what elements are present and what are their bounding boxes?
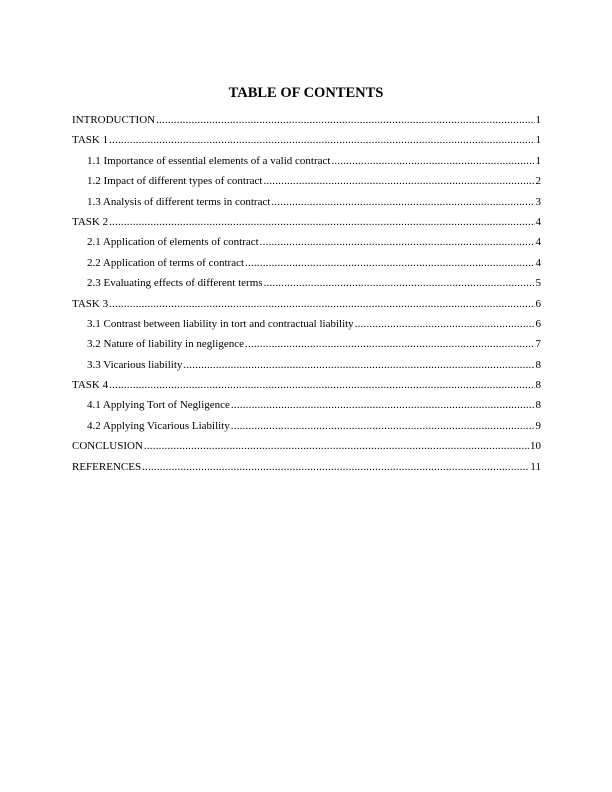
toc-entry-page-number: 8 bbox=[535, 379, 541, 392]
toc-entry[interactable] bbox=[72, 418, 541, 438]
toc-title: TABLE OF CONTENTS bbox=[228, 85, 384, 101]
toc-dot-leader bbox=[183, 357, 534, 373]
toc-entry-page-number: 8 bbox=[535, 399, 541, 412]
toc-entry[interactable] bbox=[72, 357, 541, 377]
toc-dot-leader bbox=[260, 234, 535, 250]
toc-entry-label: TASK 4 bbox=[72, 379, 109, 392]
toc-entry[interactable] bbox=[72, 255, 541, 275]
toc-entry-page-number: 4 bbox=[535, 236, 541, 249]
toc-dot-leader bbox=[231, 418, 535, 434]
toc-dot-leader bbox=[331, 153, 534, 169]
toc-entry-page-number: 10 bbox=[530, 440, 541, 453]
toc-entry-label: 2.3 Evaluating effects of different terms bbox=[87, 277, 263, 290]
toc-entry[interactable] bbox=[72, 459, 541, 479]
toc-dot-leader bbox=[271, 194, 534, 210]
toc-entry[interactable] bbox=[72, 296, 541, 316]
toc-dot-leader bbox=[245, 336, 534, 352]
toc-entry[interactable] bbox=[72, 336, 541, 356]
toc-entry-label: 1.2 Impact of different types of contract bbox=[87, 175, 263, 188]
toc-entry[interactable] bbox=[72, 173, 541, 193]
toc-entry[interactable] bbox=[72, 275, 541, 295]
toc-entry-label: TASK 3 bbox=[72, 297, 109, 310]
toc-dot-leader bbox=[264, 275, 535, 291]
toc-entry-page-number: 1 bbox=[535, 134, 541, 147]
toc-entry-page-number: 4 bbox=[535, 256, 541, 269]
toc-entry-page-number: 6 bbox=[535, 297, 541, 310]
toc-entry-label: 3.3 Vicarious liability bbox=[87, 358, 183, 371]
toc-entry[interactable] bbox=[72, 153, 541, 173]
toc-entry[interactable] bbox=[72, 234, 541, 254]
toc-entry-page-number: 1 bbox=[535, 154, 541, 167]
toc-dot-leader bbox=[142, 459, 529, 475]
toc-entry-label: 3.1 Contrast between liability in tort and contractual liability bbox=[87, 317, 354, 330]
toc-entry-page-number: 3 bbox=[535, 195, 541, 208]
toc-list bbox=[72, 112, 541, 479]
toc-entry[interactable] bbox=[72, 397, 541, 417]
toc-entry-page-number: 1 bbox=[535, 114, 541, 126]
toc-entry-label: 1.1 Importance of essential elements of a valid contract bbox=[87, 154, 331, 167]
toc-entry-label: 2.2 Application of terms of contract bbox=[87, 256, 245, 269]
toc-entry-label: 4.2 Applying Vicarious Liability bbox=[87, 419, 230, 432]
toc-entry-label: 2.1 Application of elements of contract bbox=[87, 236, 259, 249]
toc-dot-leader bbox=[245, 255, 534, 271]
toc-entry-label: TASK 2 bbox=[72, 215, 109, 228]
toc-entry-label: 4.1 Applying Tort of Negligence bbox=[87, 399, 230, 412]
toc-entry[interactable] bbox=[72, 132, 541, 152]
toc-entry[interactable] bbox=[72, 214, 541, 234]
toc-entry-page-number: 7 bbox=[535, 338, 541, 351]
toc-entry-label: CONCLUSION bbox=[72, 440, 143, 453]
toc-entry-page-number: 2 bbox=[535, 175, 541, 188]
toc-dot-leader bbox=[355, 316, 535, 332]
toc-dot-leader bbox=[109, 296, 534, 312]
toc-dot-leader bbox=[263, 173, 534, 189]
toc-entry-page-number: 8 bbox=[535, 358, 541, 371]
toc-dot-leader bbox=[156, 112, 534, 128]
toc-dot-leader bbox=[109, 132, 534, 148]
toc-dot-leader bbox=[144, 438, 529, 454]
toc-entry[interactable] bbox=[72, 377, 541, 397]
toc-entry-label: INTRODUCTION bbox=[72, 114, 156, 126]
toc-entry-label: REFERENCES bbox=[72, 460, 142, 473]
toc-entry-page-number: 11 bbox=[530, 460, 541, 473]
toc-entry-label: TASK 1 bbox=[72, 134, 109, 147]
toc-dot-leader bbox=[231, 397, 535, 413]
toc-dot-leader bbox=[109, 214, 534, 230]
toc-entry-label: 3.2 Nature of liability in negligence bbox=[87, 338, 245, 351]
toc-entry-page-number: 9 bbox=[535, 419, 541, 432]
toc-entry-page-number: 6 bbox=[535, 317, 541, 330]
toc-entry[interactable] bbox=[72, 112, 541, 132]
toc-dot-leader bbox=[109, 377, 534, 393]
toc-entry-page-number: 5 bbox=[535, 277, 541, 290]
toc-entry[interactable] bbox=[72, 194, 541, 214]
toc-entry-page-number: 4 bbox=[535, 215, 541, 228]
toc-entry[interactable] bbox=[72, 316, 541, 336]
toc-entry[interactable] bbox=[72, 438, 541, 458]
toc-entry-label: 1.3 Analysis of different terms in contract bbox=[87, 195, 271, 208]
